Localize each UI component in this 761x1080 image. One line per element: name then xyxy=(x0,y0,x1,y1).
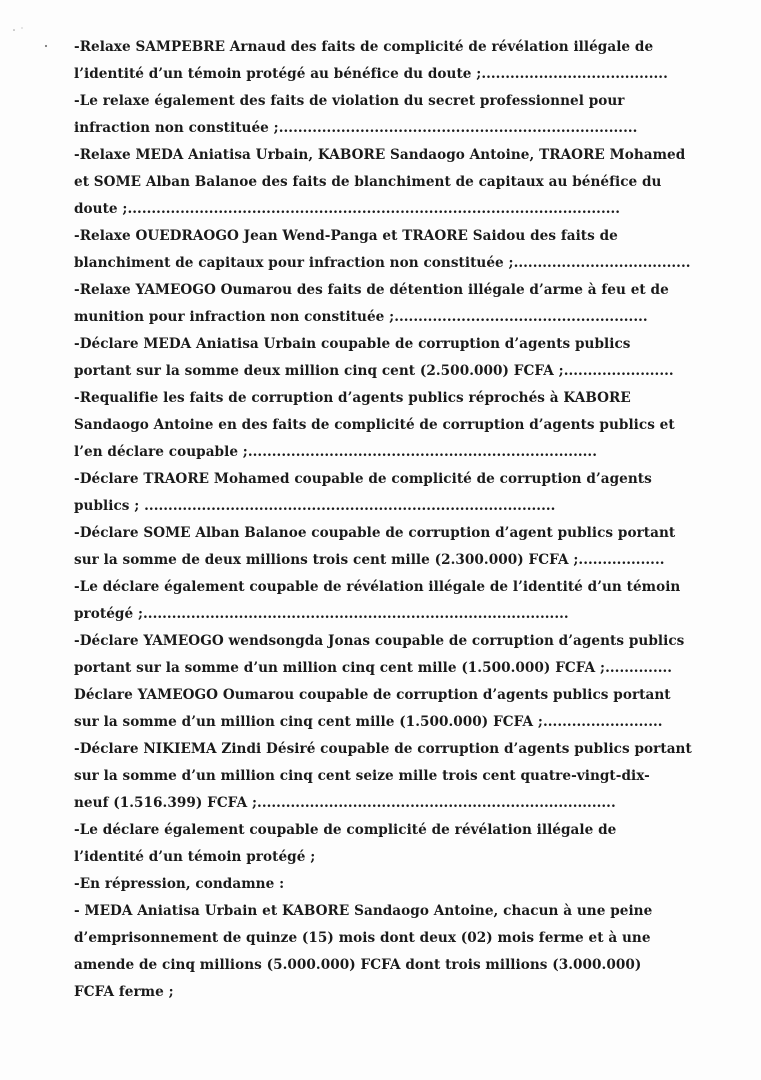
text-line: -Déclare SOME Alban Balanoe coupable de corruption d’agent publics portant xyxy=(74,525,676,541)
text-line: -Le relaxe également des faits de violation du secret professionnel pour xyxy=(74,93,625,109)
text-line: -Requalifie les faits de corruption d’agents publics réprochés à KABORE xyxy=(74,390,631,406)
text-line: FCFA ferme ; xyxy=(74,984,174,1000)
text-line: l’en déclare coupable ;......................................................................... xyxy=(74,444,597,460)
text-line: -Le déclare également coupable de complicité de révélation illégale de xyxy=(74,822,617,838)
text-line: -Déclare NIKIEMA Zindi Désiré coupable de corruption d’agents publics portant xyxy=(74,741,692,757)
text-line: Sandaogo Antoine en des faits de complicité de corruption d’agents publics et xyxy=(74,417,675,433)
text-line: Déclare YAMEOGO Oumarou coupable de corruption d’agents publics portant xyxy=(74,687,671,703)
text-line: d’emprisonnement de quinze (15) mois dont deux (02) mois ferme et à une xyxy=(74,930,651,946)
text-line: - MEDA Aniatisa Urbain et KABORE Sandaogo Antoine, chacun à une peine xyxy=(74,903,653,919)
text-line: blanchiment de capitaux pour infraction non constituée ;..................................... xyxy=(74,255,691,271)
text-line: l’identité d’un témoin protégé au bénéfice du doute ;....................................... xyxy=(74,66,668,82)
text-line: l’identité d’un témoin protégé ; xyxy=(74,849,316,865)
text-line: infraction non constituée ;........................................................................... xyxy=(74,120,638,136)
text-line: -Relaxe OUEDRAOGO Jean Wend-Panga et TRAORE Saidou des faits de xyxy=(74,228,618,244)
text-line: sur la somme d’un million cinq cent mille (1.500.000) FCFA ;......................... xyxy=(74,714,663,730)
text-line: protégé ;......................................................................................... xyxy=(74,606,569,622)
text-line: -Le déclare également coupable de révélation illégale de l’identité d’un témoin xyxy=(74,579,681,595)
text-line: et SOME Alban Balanoe des faits de blanchiment de capitaux au bénéfice du xyxy=(74,174,662,190)
text-line: -Relaxe YAMEOGO Oumarou des faits de détention illégale d’arme à feu et de xyxy=(74,282,669,298)
text-line: sur la somme de deux millions trois cent mille (2.300.000) FCFA ;.................. xyxy=(74,552,665,568)
text-line: -Déclare MEDA Aniatisa Urbain coupable de corruption d’agents publics xyxy=(74,336,631,352)
text-line: neuf (1.516.399) FCFA ;........................................................................... xyxy=(74,795,616,811)
text-line: -Déclare YAMEOGO wendsongda Jonas coupable de corruption d’agents publics xyxy=(74,633,685,649)
text-line: portant sur la somme deux million cinq cent (2.500.000) FCFA ;....................... xyxy=(74,363,674,379)
text-line: sur la somme d’un million cinq cent seize mille trois cent quatre-vingt-dix- xyxy=(74,768,650,784)
text-line: portant sur la somme d’un million cinq cent mille (1.500.000) FCFA ;.............. xyxy=(74,660,673,676)
text-line: -Déclare TRAORE Mohamed coupable de complicité de corruption d’agents xyxy=(74,471,652,487)
text-line: munition pour infraction non constituée ;..................................................... xyxy=(74,309,648,325)
text-line: doute ;....................................................................................................... xyxy=(74,201,621,217)
scan-speck-marks xyxy=(10,24,50,54)
judgment-text xyxy=(74,34,729,1006)
text-line: -Relaxe SAMPEBRE Arnaud des faits de complicité de révélation illégale de xyxy=(74,39,654,55)
text-line: -En répression, condamne : xyxy=(74,876,285,892)
text-line: -Relaxe MEDA Aniatisa Urbain, KABORE Sandaogo Antoine, TRAORE Mohamed xyxy=(74,147,686,163)
text-line: amende de cinq millions (5.000.000) FCFA dont trois millions (3.000.000) xyxy=(74,957,642,973)
text-line: publics ; ...................................................................................... xyxy=(74,498,556,514)
